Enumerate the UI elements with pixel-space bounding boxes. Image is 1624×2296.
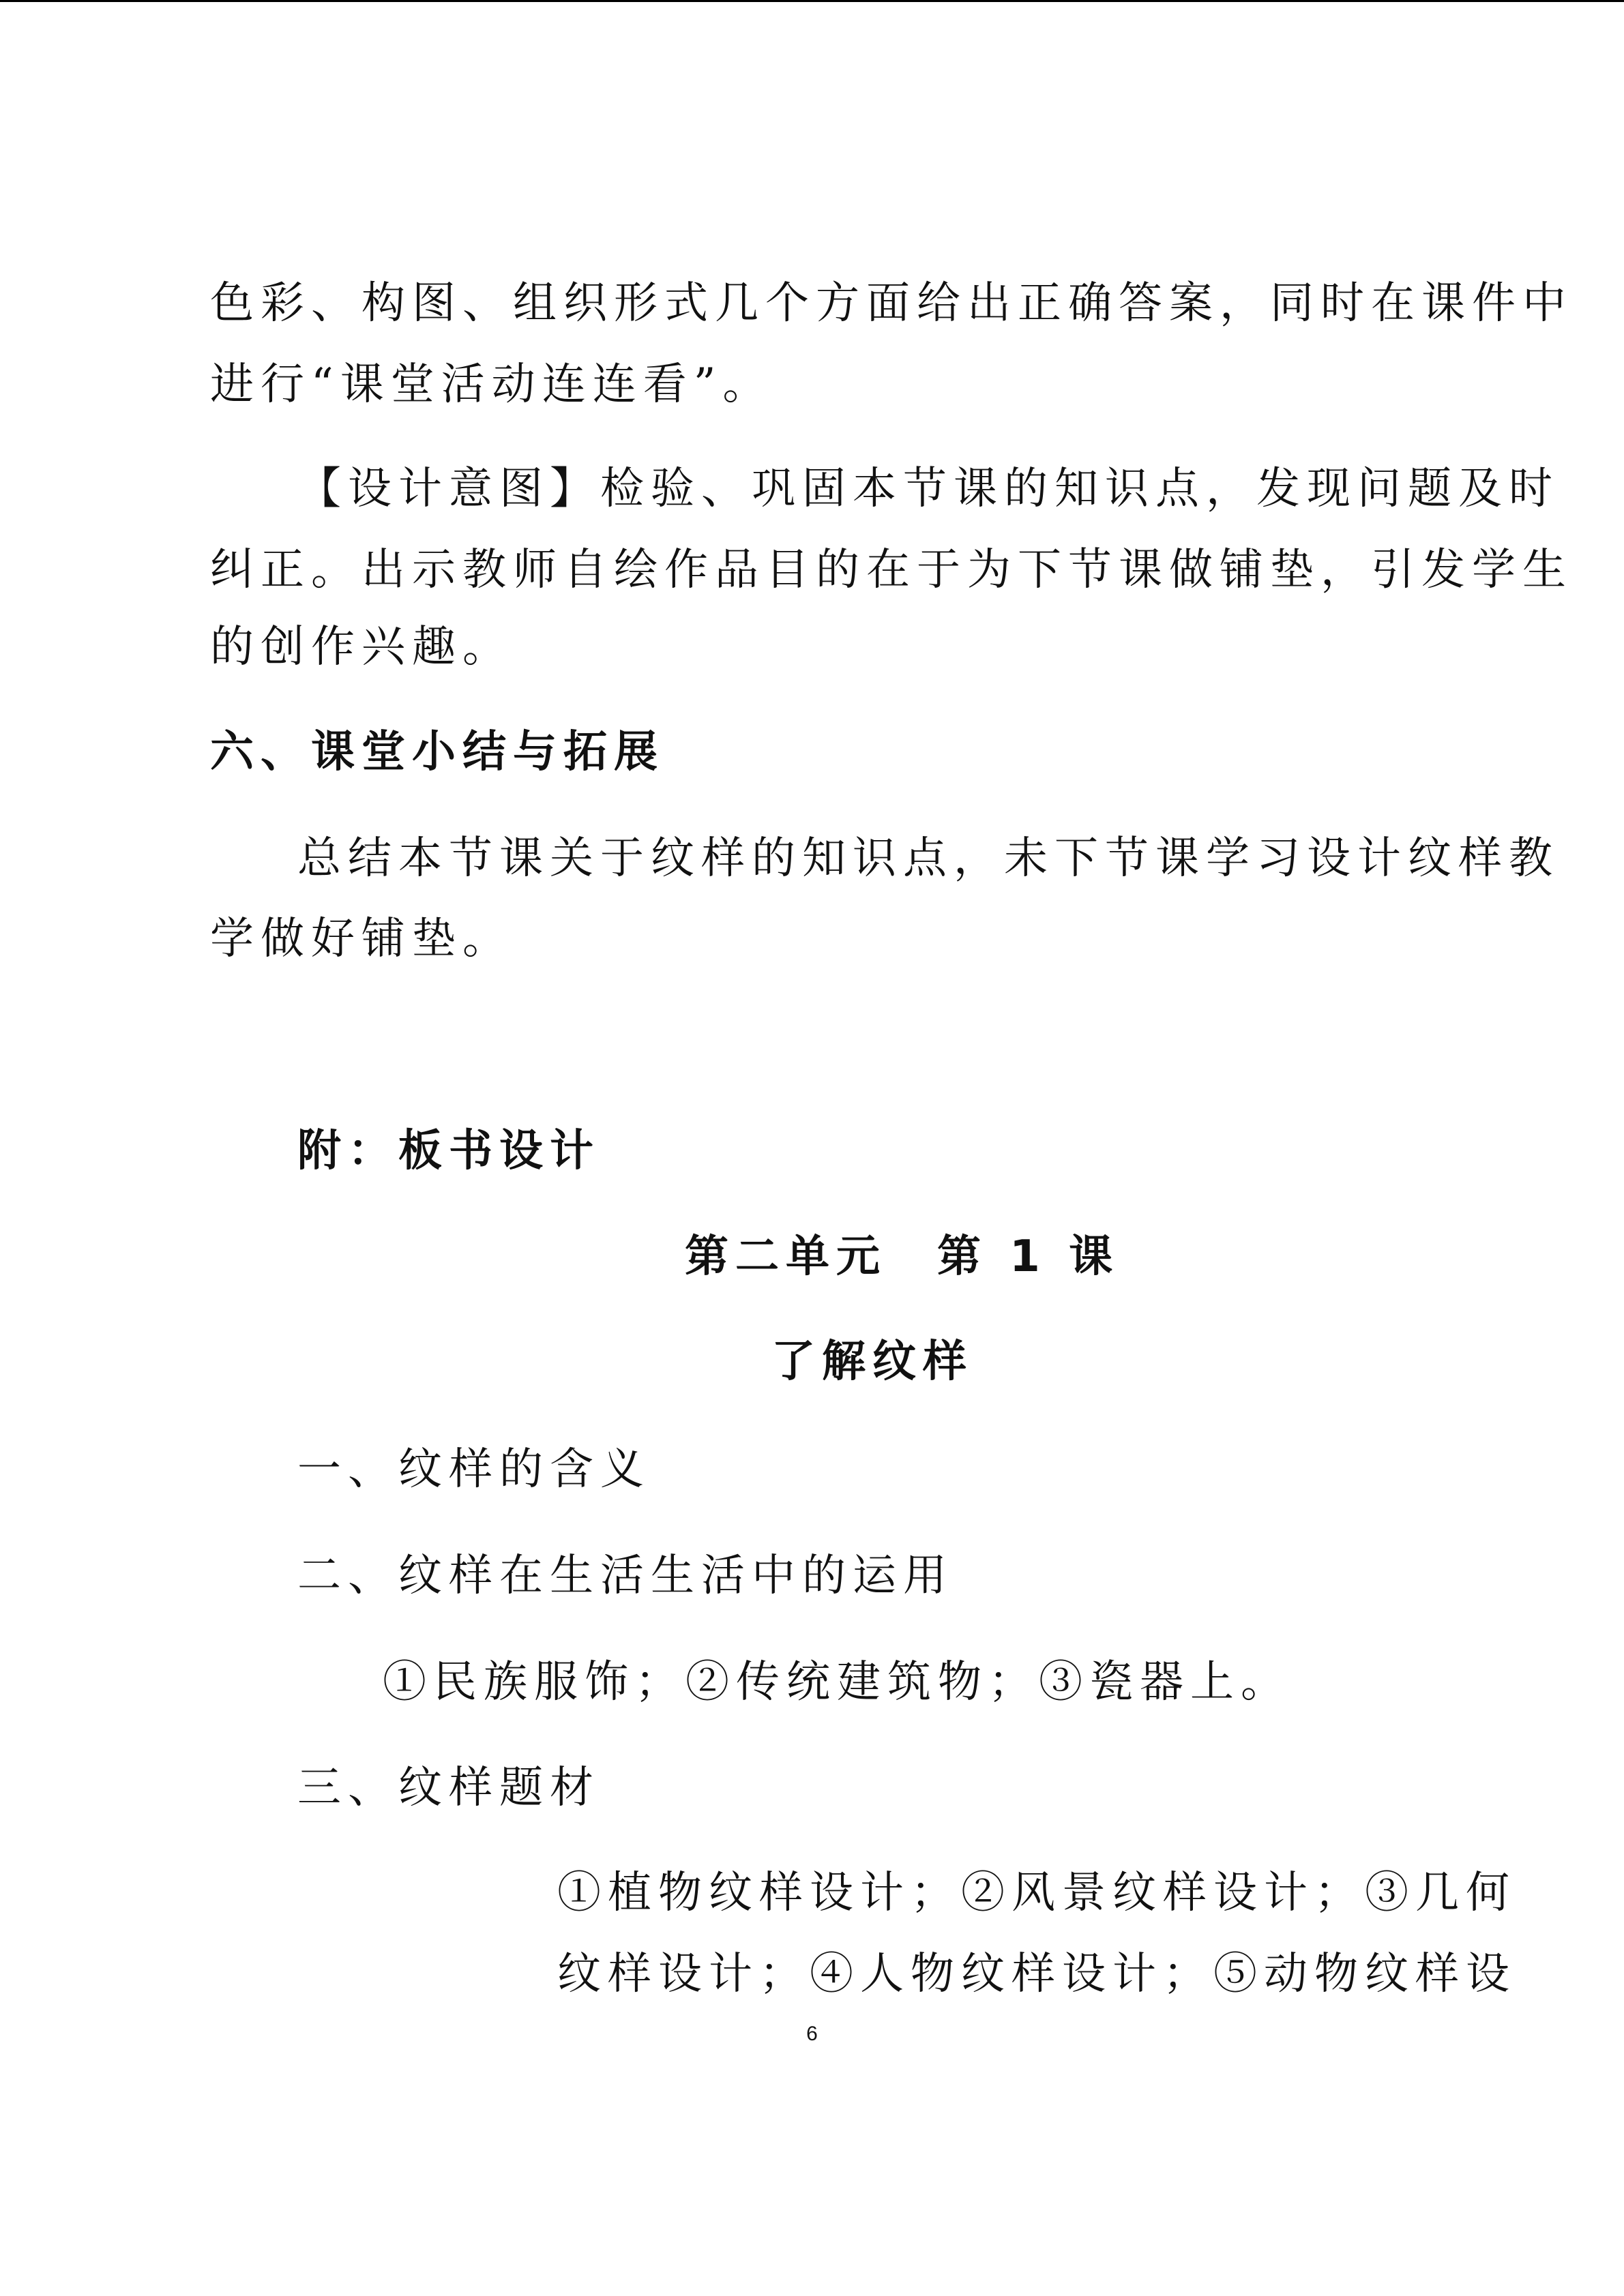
appendix-heading: 附：板书设计	[297, 1126, 600, 1176]
page-top-border	[0, 0, 1624, 2]
board-unit-title: 第二单元 第 1 课	[685, 1232, 1120, 1282]
paragraph-line: 总结本节课关于纹样的知识点，未下节课学习设计纹样教	[297, 833, 1559, 884]
paragraph-line: 色彩、构图、组织形式几个方面给出正确答案，同时在课件中	[210, 278, 1573, 329]
board-item-detail: ①民族服饰；②传统建筑物；③瓷器上。	[383, 1657, 1291, 1708]
board-item: 二、纹样在生活生活中的运用	[297, 1551, 954, 1601]
board-item: 三、纹样题材	[297, 1763, 600, 1813]
paragraph-line: 学做好铺垫。	[210, 914, 513, 964]
board-item-detail: 纹样设计；④人物纹样设计；⑤动物纹样设	[557, 1949, 1516, 1999]
page-number: 6	[806, 2023, 818, 2045]
paragraph-line: 纠正。出示教师自绘作品目的在于为下节课做铺垫，引发学生	[210, 545, 1573, 595]
paragraph-line: 【设计意图】检验、巩固本节课的知识点，发现问题及时	[297, 464, 1559, 514]
paragraph-line: 进行“课堂活动连连看”。	[210, 359, 773, 410]
paragraph-line: 的创作兴趣。	[210, 622, 513, 672]
board-lesson-title: 了解纹样	[771, 1337, 973, 1387]
section-heading: 六、课堂小结与拓展	[210, 727, 664, 777]
board-item-detail: ①植物纹样设计；②风景纹样设计；③几何	[557, 1868, 1516, 1918]
board-item: 一、纹样的含义	[297, 1444, 651, 1495]
